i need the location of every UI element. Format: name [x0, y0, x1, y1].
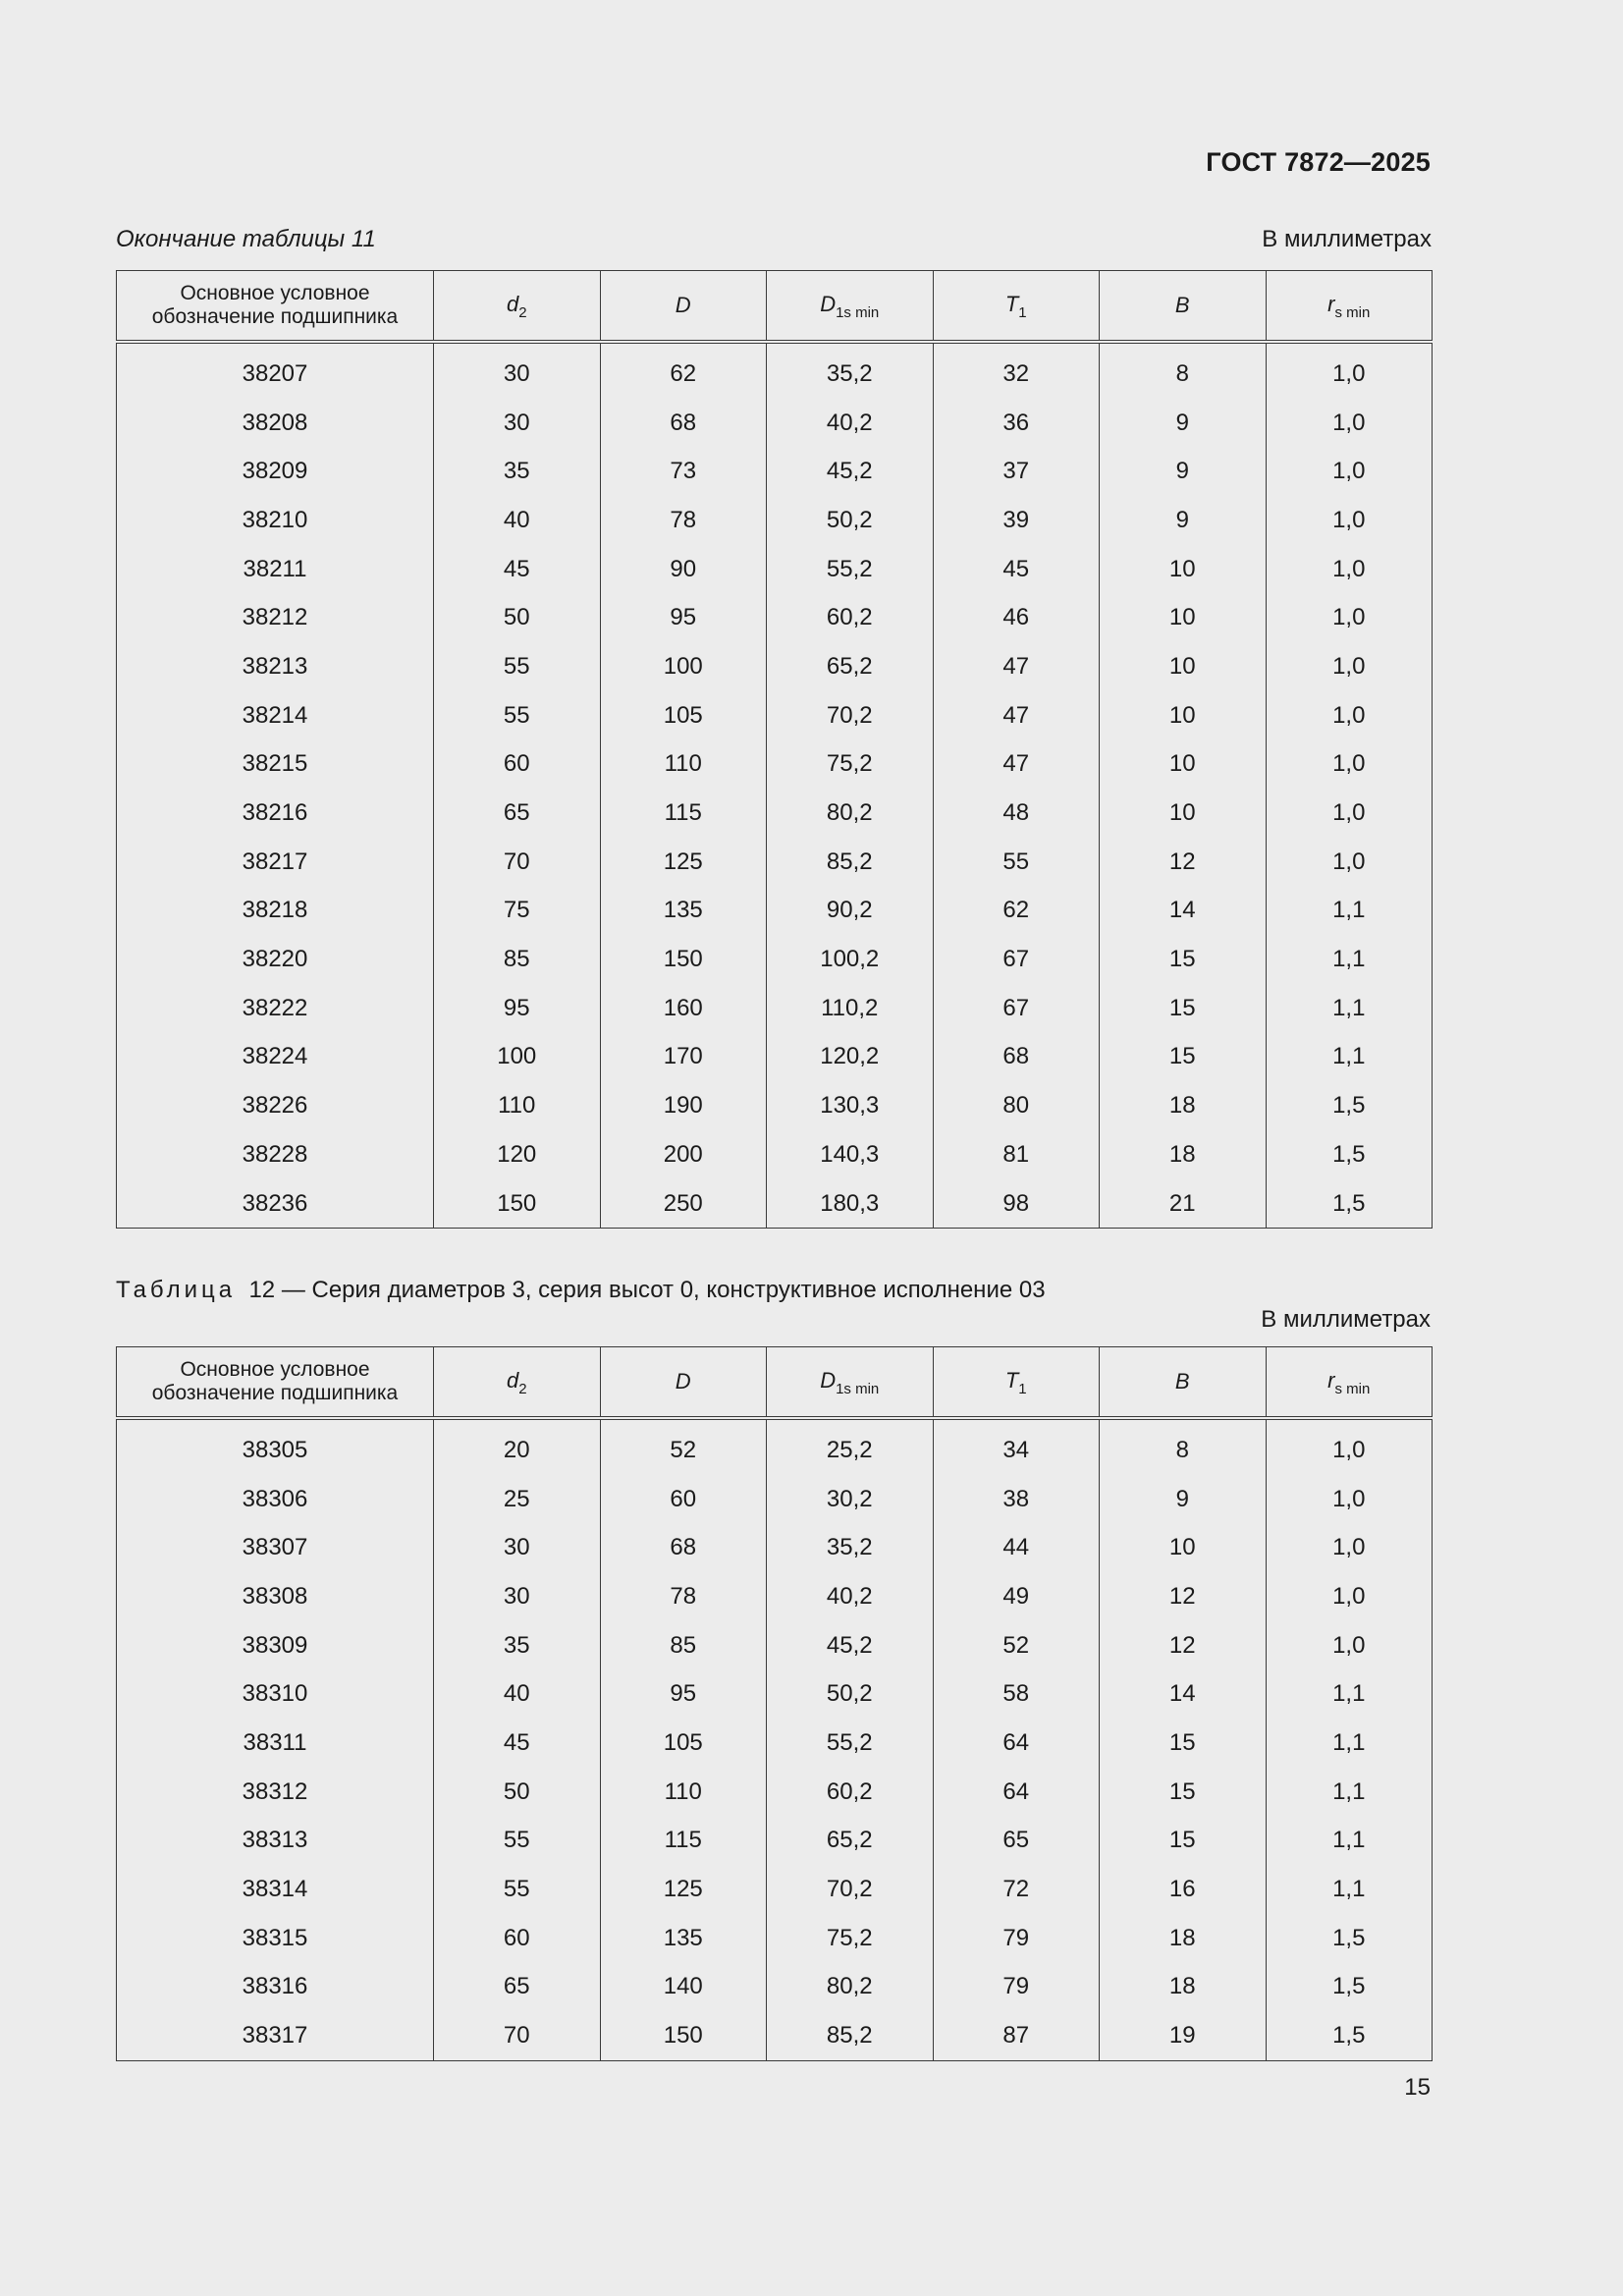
table-cell: 79 [933, 1963, 1100, 2012]
table-cell: 70,2 [767, 1865, 934, 1914]
table-cell: 85,2 [767, 838, 934, 887]
bearing-designation-cell: 38224 [117, 1033, 434, 1082]
header-T1-sub: 1 [1018, 1380, 1027, 1397]
table-cell: 1,0 [1266, 447, 1433, 496]
header-D1s-min [767, 1347, 934, 1419]
table-cell: 50,2 [767, 496, 934, 545]
bearing-designation-cell: 38212 [117, 593, 434, 642]
table-cell: 150 [600, 2011, 767, 2060]
bearing-designation-cell: 38315 [117, 1914, 434, 1963]
bearing-designation-cell: 38307 [117, 1523, 434, 1572]
table-cell: 55,2 [767, 545, 934, 594]
table-cell: 15 [1100, 984, 1267, 1033]
table-cell: 135 [600, 1914, 767, 1963]
table-cell: 47 [933, 740, 1100, 790]
table-row [117, 984, 1433, 1033]
table-cell: 10 [1100, 740, 1267, 790]
table-cell: 45 [933, 545, 1100, 594]
table-cell: 39 [933, 496, 1100, 545]
table-cell: 18 [1100, 1130, 1267, 1179]
table-row [117, 399, 1433, 448]
table11 [116, 270, 1433, 1229]
table-cell: 1,5 [1266, 1179, 1433, 1229]
table-cell: 68 [933, 1033, 1100, 1082]
table-cell: 1,1 [1266, 1719, 1433, 1768]
table-row [117, 887, 1433, 936]
table-cell: 50,2 [767, 1669, 934, 1719]
table-cell: 9 [1100, 447, 1267, 496]
header-d2-symbol: d [506, 1367, 519, 1393]
table-cell: 95 [600, 593, 767, 642]
table-cell: 55 [434, 1817, 601, 1866]
table-cell: 95 [434, 984, 601, 1033]
bearing-designation-cell: 38209 [117, 447, 434, 496]
header-rs-sub: s min [1334, 1380, 1371, 1397]
bearing-designation-cell: 38220 [117, 935, 434, 984]
page-number: 15 [1404, 2074, 1431, 2101]
table-cell: 58 [933, 1669, 1100, 1719]
table-cell: 1,0 [1266, 642, 1433, 691]
table-cell: 1,0 [1266, 1523, 1433, 1572]
bearing-designation-cell: 38236 [117, 1179, 434, 1229]
table-cell: 47 [933, 642, 1100, 691]
table-cell: 1,0 [1266, 740, 1433, 790]
table12-header-row [117, 1347, 1433, 1419]
table-cell: 120 [434, 1130, 601, 1179]
table-cell: 67 [933, 984, 1100, 1033]
table-cell: 1,0 [1266, 691, 1433, 740]
table-cell: 1,0 [1266, 1621, 1433, 1670]
table-cell: 14 [1100, 887, 1267, 936]
table12-label: Таблица [116, 1277, 237, 1303]
table-cell: 40,2 [767, 399, 934, 448]
header-rs-symbol: r [1327, 291, 1335, 316]
table-cell: 12 [1100, 1621, 1267, 1670]
table-cell: 10 [1100, 691, 1267, 740]
bearing-designation-cell: 38207 [117, 342, 434, 399]
table-cell: 10 [1100, 1523, 1267, 1572]
table-cell: 90 [600, 545, 767, 594]
table-cell: 52 [933, 1621, 1100, 1670]
table-cell: 30,2 [767, 1475, 934, 1524]
table-cell: 25,2 [767, 1418, 934, 1475]
table-row [117, 447, 1433, 496]
bearing-designation-cell: 38211 [117, 545, 434, 594]
table-cell: 64 [933, 1768, 1100, 1817]
table-cell: 12 [1100, 1572, 1267, 1621]
table-row [117, 838, 1433, 887]
table-cell: 70 [434, 838, 601, 887]
table-cell: 1,1 [1266, 1669, 1433, 1719]
bearing-designation-cell: 38210 [117, 496, 434, 545]
table-cell: 14 [1100, 1669, 1267, 1719]
table-cell: 1,0 [1266, 593, 1433, 642]
table-row [117, 1865, 1433, 1914]
table-cell: 100 [434, 1033, 601, 1082]
header-d2 [434, 271, 601, 343]
table-cell: 65 [933, 1817, 1100, 1866]
table-cell: 47 [933, 691, 1100, 740]
table-cell: 1,1 [1266, 887, 1433, 936]
table-cell: 35 [434, 1621, 601, 1670]
table-row [117, 1081, 1433, 1130]
table-cell: 1,1 [1266, 1768, 1433, 1817]
table-cell: 40 [434, 1669, 601, 1719]
bearing-designation-cell: 38217 [117, 838, 434, 887]
table-cell: 44 [933, 1523, 1100, 1572]
table-cell: 46 [933, 593, 1100, 642]
table-cell: 45 [434, 545, 601, 594]
table-cell: 70 [434, 2011, 601, 2060]
table-cell: 18 [1100, 1914, 1267, 1963]
table-cell: 250 [600, 1179, 767, 1229]
table-cell: 81 [933, 1130, 1100, 1179]
table-cell: 9 [1100, 496, 1267, 545]
table-cell: 64 [933, 1719, 1100, 1768]
table-cell: 62 [933, 887, 1100, 936]
table-cell: 62 [600, 342, 767, 399]
table-cell: 190 [600, 1081, 767, 1130]
bearing-designation-cell: 38215 [117, 740, 434, 790]
table-row [117, 691, 1433, 740]
table11-body [117, 342, 1433, 1229]
header-D1s-min [767, 271, 934, 343]
bearing-designation-cell: 38309 [117, 1621, 434, 1670]
table-cell: 15 [1100, 935, 1267, 984]
table-cell: 1,0 [1266, 789, 1433, 838]
bearing-designation-cell: 38312 [117, 1768, 434, 1817]
table-cell: 15 [1100, 1817, 1267, 1866]
bearing-designation-cell: 38313 [117, 1817, 434, 1866]
table-row [117, 1033, 1433, 1082]
header-d2-sub: 2 [518, 303, 527, 321]
header-D [600, 271, 767, 343]
table-cell: 100,2 [767, 935, 934, 984]
table-cell: 45 [434, 1719, 601, 1768]
table-cell: 125 [600, 838, 767, 887]
table-cell: 1,1 [1266, 1033, 1433, 1082]
table-cell: 70,2 [767, 691, 934, 740]
table-cell: 12 [1100, 838, 1267, 887]
header-rs-symbol: r [1327, 1367, 1335, 1393]
table-cell: 1,0 [1266, 1475, 1433, 1524]
table-cell: 75,2 [767, 740, 934, 790]
table-cell: 10 [1100, 593, 1267, 642]
table-cell: 78 [600, 1572, 767, 1621]
table-cell: 25 [434, 1475, 601, 1524]
table-cell: 65,2 [767, 1817, 934, 1866]
bearing-designation-cell: 38316 [117, 1963, 434, 2012]
table-cell: 95 [600, 1669, 767, 1719]
header-bearing-designation: Основное условное обозначение подшипника [117, 1347, 434, 1419]
table-cell: 160 [600, 984, 767, 1033]
bearing-designation-cell: 38214 [117, 691, 434, 740]
header-rs-min [1266, 1347, 1433, 1419]
header-D1s-sub: 1s min [836, 1380, 880, 1397]
table-cell: 67 [933, 935, 1100, 984]
header-bearing-designation: Основное условное обозначение подшипника [117, 271, 434, 343]
table-cell: 15 [1100, 1033, 1267, 1082]
table-cell: 18 [1100, 1963, 1267, 2012]
bearing-designation-cell: 38208 [117, 399, 434, 448]
table-cell: 73 [600, 447, 767, 496]
table-cell: 135 [600, 887, 767, 936]
table-row [117, 1914, 1433, 1963]
table-cell: 105 [600, 691, 767, 740]
header-rs-sub: s min [1334, 303, 1371, 321]
table-cell: 98 [933, 1179, 1100, 1229]
header-D-symbol: D [675, 1369, 691, 1394]
table-cell: 55 [434, 1865, 601, 1914]
table-cell: 78 [600, 496, 767, 545]
header-D1s-sub: 1s min [836, 303, 880, 321]
table-cell: 49 [933, 1572, 1100, 1621]
table-cell: 55 [434, 642, 601, 691]
bearing-designation-cell: 38317 [117, 2011, 434, 2060]
table-cell: 37 [933, 447, 1100, 496]
table-cell: 1,1 [1266, 1865, 1433, 1914]
table-cell: 68 [600, 1523, 767, 1572]
bearing-designation-cell: 38310 [117, 1669, 434, 1719]
table-row [117, 935, 1433, 984]
table-row [117, 1130, 1433, 1179]
table-cell: 1,1 [1266, 1817, 1433, 1866]
header-D [600, 1347, 767, 1419]
table-cell: 90,2 [767, 887, 934, 936]
bearing-designation-cell: 38305 [117, 1418, 434, 1475]
table-cell: 20 [434, 1418, 601, 1475]
table-cell: 18 [1100, 1081, 1267, 1130]
table-cell: 45,2 [767, 1621, 934, 1670]
table-cell: 120,2 [767, 1033, 934, 1082]
bearing-designation-cell: 38218 [117, 887, 434, 936]
table-cell: 87 [933, 2011, 1100, 2060]
bearing-designation-cell: 38213 [117, 642, 434, 691]
table-cell: 1,0 [1266, 1418, 1433, 1475]
table-cell: 140,3 [767, 1130, 934, 1179]
table-cell: 110 [600, 1768, 767, 1817]
table-cell: 35,2 [767, 1523, 934, 1572]
table-cell: 34 [933, 1418, 1100, 1475]
table-row [117, 593, 1433, 642]
table11-caption-row [116, 226, 1432, 253]
header-T1 [933, 1347, 1100, 1419]
bearing-designation-cell: 38222 [117, 984, 434, 1033]
bearing-designation-cell: 38308 [117, 1572, 434, 1621]
table-cell: 35 [434, 447, 601, 496]
table-cell: 85,2 [767, 2011, 934, 2060]
table-cell: 105 [600, 1719, 767, 1768]
header-d2-symbol: d [506, 291, 519, 316]
table-cell: 100 [600, 642, 767, 691]
table-cell: 8 [1100, 1418, 1267, 1475]
table-cell: 36 [933, 399, 1100, 448]
table-cell: 50 [434, 1768, 601, 1817]
table-cell: 10 [1100, 789, 1267, 838]
bearing-designation-cell: 38228 [117, 1130, 434, 1179]
table-cell: 15 [1100, 1719, 1267, 1768]
table-cell: 30 [434, 1572, 601, 1621]
header-rs-min [1266, 271, 1433, 343]
table-cell: 40 [434, 496, 601, 545]
header-B [1100, 1347, 1267, 1419]
table11-caption: Окончание таблицы 11 [116, 226, 376, 252]
table-cell: 1,5 [1266, 1081, 1433, 1130]
table-cell: 65 [434, 1963, 601, 2012]
table-cell: 15 [1100, 1768, 1267, 1817]
table12-title [116, 1277, 1432, 1304]
table-row [117, 1572, 1433, 1621]
table-cell: 110,2 [767, 984, 934, 1033]
table-cell: 55,2 [767, 1719, 934, 1768]
table-cell: 19 [1100, 2011, 1267, 2060]
table-cell: 110 [600, 740, 767, 790]
table-cell: 1,1 [1266, 935, 1433, 984]
table-row [117, 496, 1433, 545]
table-cell: 9 [1100, 399, 1267, 448]
table-cell: 1,0 [1266, 1572, 1433, 1621]
table-cell: 16 [1100, 1865, 1267, 1914]
table-cell: 60 [434, 1914, 601, 1963]
header-D1s-symbol: D [820, 1367, 837, 1393]
table-cell: 65 [434, 789, 601, 838]
table-cell: 55 [933, 838, 1100, 887]
table12-units: В миллиметрах [1261, 1306, 1431, 1333]
table-cell: 1,5 [1266, 2011, 1433, 2060]
table-cell: 30 [434, 399, 601, 448]
table-cell: 80 [933, 1081, 1100, 1130]
bearing-designation-cell: 38226 [117, 1081, 434, 1130]
table12 [116, 1346, 1433, 2061]
table-cell: 65,2 [767, 642, 934, 691]
table-cell: 60,2 [767, 593, 934, 642]
header-B [1100, 271, 1267, 343]
bearing-designation-cell: 38311 [117, 1719, 434, 1768]
table-cell: 150 [434, 1179, 601, 1229]
table12-body [117, 1418, 1433, 2060]
table-cell: 32 [933, 342, 1100, 399]
table-cell: 21 [1100, 1179, 1267, 1229]
table-cell: 75 [434, 887, 601, 936]
table11-header-row [117, 271, 1433, 343]
table-cell: 79 [933, 1914, 1100, 1963]
table-cell: 85 [434, 935, 601, 984]
header-B-symbol: B [1174, 293, 1190, 317]
table-cell: 200 [600, 1130, 767, 1179]
table-cell: 115 [600, 1817, 767, 1866]
header-T1-symbol: T [1004, 291, 1019, 316]
table-row [117, 1719, 1433, 1768]
table-cell: 170 [600, 1033, 767, 1082]
table-cell: 1,0 [1266, 342, 1433, 399]
table-cell: 38 [933, 1475, 1100, 1524]
table-cell: 1,5 [1266, 1963, 1433, 2012]
table-row [117, 1817, 1433, 1866]
table-cell: 10 [1100, 642, 1267, 691]
table-row [117, 1621, 1433, 1670]
table-cell: 9 [1100, 1475, 1267, 1524]
table-cell: 130,3 [767, 1081, 934, 1130]
table-cell: 60 [600, 1475, 767, 1524]
table-cell: 50 [434, 593, 601, 642]
header-d2 [434, 1347, 601, 1419]
table-cell: 80,2 [767, 789, 934, 838]
table-cell: 60 [434, 740, 601, 790]
table12-number-title: 12 — Серия диаметров 3, серия высот 0, конструктивное исполнение 03 [248, 1277, 1046, 1303]
table-row [117, 1179, 1433, 1229]
table-cell: 1,1 [1266, 984, 1433, 1033]
header-T1-symbol: T [1004, 1367, 1019, 1393]
table-cell: 8 [1100, 342, 1267, 399]
table-cell: 85 [600, 1621, 767, 1670]
table-cell: 40,2 [767, 1572, 934, 1621]
table-cell: 1,0 [1266, 838, 1433, 887]
table-row [117, 1963, 1433, 2012]
table-cell: 1,0 [1266, 545, 1433, 594]
table-row [117, 342, 1433, 399]
table-row [117, 1475, 1433, 1524]
table-cell: 80,2 [767, 1963, 934, 2012]
table-cell: 45,2 [767, 447, 934, 496]
table-row [117, 1669, 1433, 1719]
table-row [117, 1418, 1433, 1475]
table-cell: 48 [933, 789, 1100, 838]
bearing-designation-cell: 38314 [117, 1865, 434, 1914]
header-T1-sub: 1 [1018, 303, 1027, 321]
table-row [117, 1523, 1433, 1572]
table-cell: 1,0 [1266, 496, 1433, 545]
table-row [117, 545, 1433, 594]
table-cell: 10 [1100, 545, 1267, 594]
table-cell: 35,2 [767, 342, 934, 399]
table-row [117, 2011, 1433, 2060]
table-cell: 180,3 [767, 1179, 934, 1229]
header-D1s-symbol: D [820, 291, 837, 316]
table-cell: 30 [434, 342, 601, 399]
bearing-designation-cell: 38216 [117, 789, 434, 838]
table-cell: 72 [933, 1865, 1100, 1914]
header-D-symbol: D [675, 293, 691, 317]
table-cell: 1,5 [1266, 1914, 1433, 1963]
table-cell: 52 [600, 1418, 767, 1475]
table-cell: 55 [434, 691, 601, 740]
table-cell: 75,2 [767, 1914, 934, 1963]
table-row [117, 789, 1433, 838]
table-cell: 30 [434, 1523, 601, 1572]
table-cell: 68 [600, 399, 767, 448]
bearing-designation-cell: 38306 [117, 1475, 434, 1524]
table-cell: 140 [600, 1963, 767, 2012]
table-row [117, 642, 1433, 691]
table-cell: 60,2 [767, 1768, 934, 1817]
header-B-symbol: B [1174, 1369, 1190, 1394]
header-d2-sub: 2 [518, 1380, 527, 1397]
header-T1 [933, 271, 1100, 343]
table-cell: 1,5 [1266, 1130, 1433, 1179]
table-cell: 1,0 [1266, 399, 1433, 448]
table-cell: 110 [434, 1081, 601, 1130]
table11-units: В миллиметрах [1262, 226, 1432, 252]
table-cell: 150 [600, 935, 767, 984]
table-row [117, 740, 1433, 790]
document-id: ГОСТ 7872—2025 [1206, 147, 1431, 177]
table-cell: 115 [600, 789, 767, 838]
table-row [117, 1768, 1433, 1817]
table-cell: 125 [600, 1865, 767, 1914]
